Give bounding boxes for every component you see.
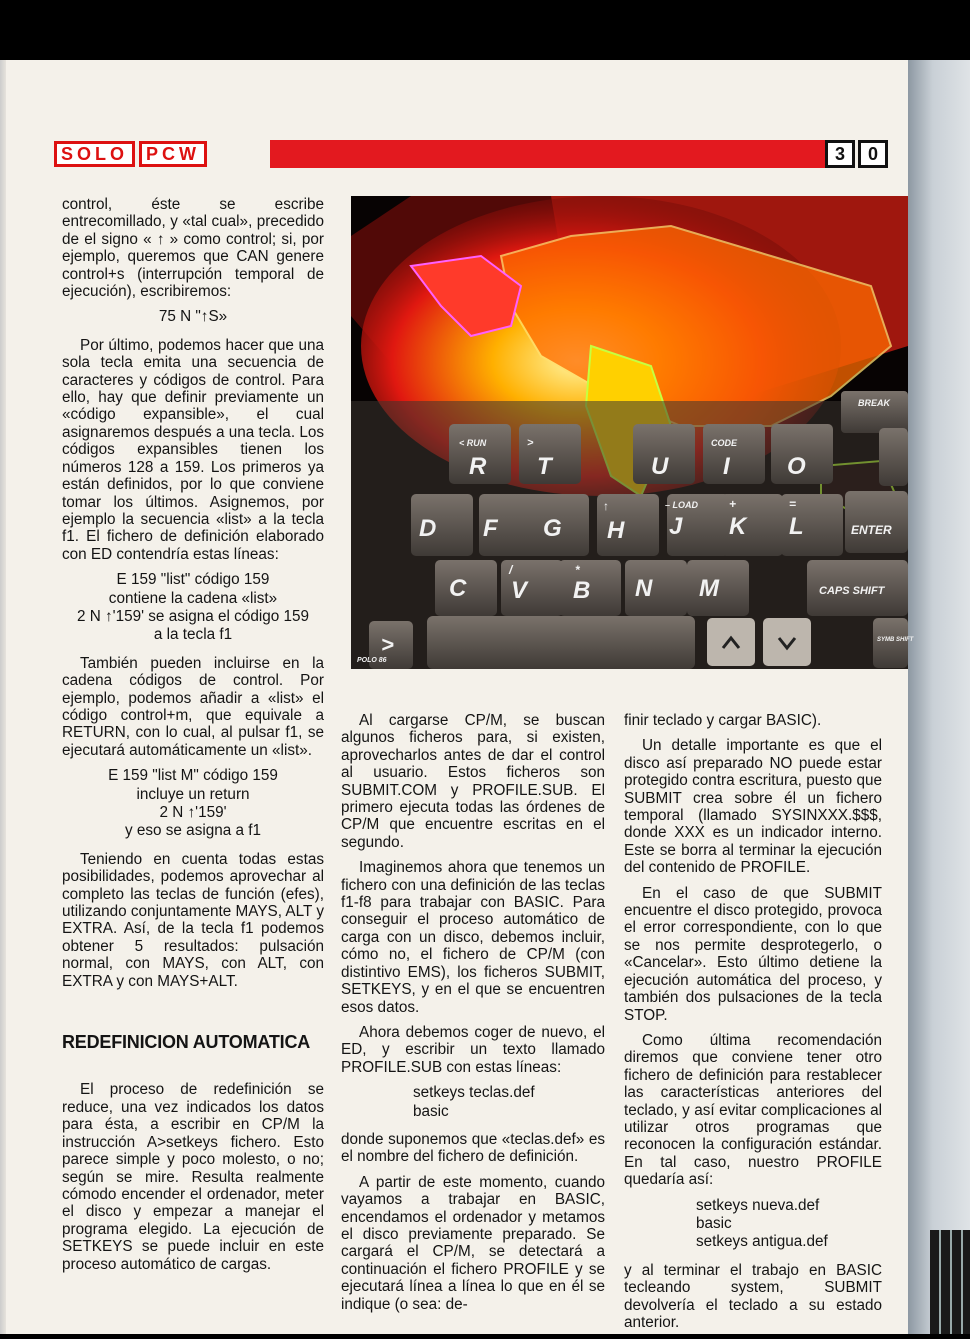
col3-paragraph-1: finir teclado y cargar BASIC).: [624, 712, 822, 729]
code-line: incluye un return: [136, 785, 250, 803]
col2-paragraph-3: Ahora debemos coger de nuevo, el ED, y escribir un texto llamado PROFILE.SUB con estas líneas:: [341, 1023, 605, 1076]
column-2: [341, 712, 605, 1321]
code-line: contiene la cadena «list»: [108, 589, 278, 607]
col2-paragraph-4: donde suponemos que «teclas.def» es el nombre del fichero de definición.: [341, 1130, 605, 1166]
code-line: setkeys nueva.def: [696, 1196, 820, 1214]
column-1: [62, 196, 324, 1281]
code-snippet-1: [62, 308, 324, 326]
key-label-n: N: [635, 575, 653, 602]
spine-grid-decoration: [930, 1230, 970, 1334]
code-line: setkeys antigua.def: [696, 1233, 828, 1251]
col1-paragraph-1: control, éste se escribe entrecomillado, y «tal cual», precedido de el signo « ↑ » como control; si, por ejemplo, queremos que CAN genere control+s (interrupción temporal de ejecución), escribiremos:: [62, 196, 324, 301]
key-label-i: I: [723, 453, 730, 480]
key-label-code: CODE: [711, 438, 738, 448]
key-label-k: K: [729, 513, 747, 540]
key-label-symb-shift: SYMB SHIFT: [877, 637, 914, 643]
col3-paragraph-5: y al terminar el trabajo en BASIC tecleando system, SUBMIT devolvería el teclado a su estado anterior.: [624, 1261, 882, 1331]
col3-paragraph-3: En el caso de que SUBMIT encuentre el disco protegido, provoca el error correspondiente, con lo que se nos permite desprotegerlo, o «Cancelar». Esto último detiene la ejecución automática del proceso, y también dos pulsaciones de la tecla STOP.: [624, 884, 882, 1024]
column-3: [624, 712, 882, 1339]
key-label-h: H: [607, 517, 625, 544]
key-label-gt: >: [527, 437, 534, 449]
key-label-slash: /: [509, 563, 513, 577]
key-label-l: L: [789, 513, 804, 540]
code-snippet-4: [413, 1084, 605, 1121]
key-label-r: R: [469, 453, 487, 480]
logo-word-solo: SOLO: [54, 141, 135, 167]
key-label-up: ↑: [603, 499, 609, 513]
col1-paragraph-5: El proceso de redefinición se reduce, una vez indicados los datos para ésta, a escribir en CP/M la instrucción A>setkeys fichero. Esto parece simple y poco molesto, o no; según se mire. Resulta realmente cómodo encender el ordenador, meter el disco y empezar a manejar el programa elegido. La ejecución de SETKEYS se puede incluir en este proceso automático de cargas.: [62, 1081, 324, 1273]
col1-paragraph-4: Teniendo en cuenta todas estas posibilidades, podemos aprovechar al completo las teclas de función (efes), utilizando conjuntamente MAYS, ALT y EXTRA. Así, de la tecla f1 podemos obtener 5 resultados: pulsación normal, con MAYS, con ALT, con EXTRA y con MAYS+ALT.: [62, 850, 324, 990]
code-line: E 159 "list M" código 159: [108, 767, 278, 785]
col3-paragraph-4: Como última recomendación diremos que conviene tener otro fichero de definición para restablecer las características anteriores del teclado, y así evitar complicaciones al utilizar otros programas que reconocen la configuración estándar. En tal caso, nuestro PROFILE quedaría así:: [624, 1031, 882, 1189]
col1-paragraph-2: Por último, podemos hacer que una sola tecla emita una secuencia de caracteres y códigos de control. Para ello, hay que definir previamente un «código expansible», el cual asignaremos después a una tecla. Los códigos expansibles tienen los números 128 a 159. Los primeros ya están definidos, por lo que conviene tomar los últimos. Asignemos, por ejemplo la secuencia «list» a la tecla f1. El fichero de definición elaborado con ED contendría estas líneas:: [62, 336, 324, 563]
key-label-d: D: [419, 515, 437, 542]
col2-paragraph-2: Imaginemos ahora que tenemos un fichero con una definición de las teclas f1-f8 para trabajar con BASIC. Para conseguir el proceso automático de carga con un disco, debemos incluir, cómo no, el fichero de CP/M (con distintivo EMS), los ficheros SUBMIT, SETKEYS, y en el que se encuentren esos datos.: [341, 859, 605, 1016]
key-label-j: J: [669, 513, 683, 540]
key-label-load: – LOAD: [665, 500, 699, 510]
key-label-v: V: [511, 577, 528, 604]
keyboard-world-map-photo: [351, 196, 914, 669]
code-line: E 159 "list" código 159: [116, 571, 270, 589]
page-number-digit-2: 0: [858, 140, 888, 168]
page-header: [54, 140, 888, 168]
key-label-run: < RUN: [459, 438, 487, 448]
code-snippet-5: [696, 1197, 882, 1252]
col3-paragraph-2: Un detalle importante es que el disco así preparado NO puede estar protegido contra escritura, puesto que SUBMIT crea sobre él un fichero temporal (llamado SYSINXXX.$$$, donde XXX es un indicador interno. Este se borra al terminar la ejecución del contenido de PROFILE.: [624, 737, 882, 877]
key-label-plus: +: [729, 497, 737, 511]
key-label-b: B: [573, 577, 591, 604]
key-label-g: G: [543, 515, 562, 542]
code-line: setkeys teclas.def: [413, 1084, 535, 1102]
key-label-enter: ENTER: [851, 523, 892, 537]
artist-signature: POLO 86: [357, 657, 387, 664]
key-label-star: *: [575, 563, 580, 577]
key-label-arrow: >: [381, 632, 394, 657]
magazine-logo: [54, 140, 207, 168]
code-line: 75 N "↑S»: [158, 308, 228, 326]
next-page-spine: [908, 60, 970, 1334]
code-snippet-2: [62, 571, 324, 645]
col2-paragraph-1: Al cargarse CP/M, se buscan algunos ficheros para, si existen, aprovecharlos antes de dar el control al usuario. Estos ficheros son SUBMIT.COM y PROFILE.SUB. El primero ejecuta todas las órdenes de CP/M que encuentre escritas en el segundo.: [341, 712, 605, 851]
code-line: basic: [696, 1214, 732, 1232]
key-label-u: U: [651, 453, 669, 480]
key-label-caps-shift: CAPS SHIFT: [819, 585, 885, 597]
key-label-c: C: [449, 575, 467, 602]
key-label-m: M: [699, 575, 719, 602]
header-red-bar: [270, 140, 828, 168]
code-line: 2 N ↑'159' se asigna el código 159: [76, 607, 310, 625]
code-snippet-3: [62, 767, 324, 841]
key-label-t: T: [537, 453, 552, 480]
photo-illustration: [351, 196, 914, 669]
page-number-digit-1: 3: [825, 140, 855, 168]
col1-paragraph-3: También pueden incluirse en la cadena códigos de control. Por ejemplo, podemos añadir a «list» el código control+m, que equivale a RETURN, con lo cual, al pulsar f1, se ejecutará automáticamente un «list».: [62, 654, 324, 759]
logo-word-pcw: PCW: [139, 141, 207, 167]
key-label-o: O: [787, 453, 806, 480]
key-label-break: BREAK: [858, 398, 891, 408]
section-heading: REDEFINICION AUTOMATICA: [62, 1032, 311, 1053]
key-label-eq: =: [789, 497, 797, 511]
col2-paragraph-5: A partir de este momento, cuando vayamos a trabajar en BASIC, encendamos el ordenador y metamos el disco previamente preparado. Se cargará el CP/M, se detectará a continuación el fichero PROFILE y se ejecutará línea a línea lo que en él se indique (o sea: de-: [341, 1173, 605, 1313]
code-line: 2 N ↑'159': [159, 804, 227, 821]
code-line: y eso se asigna a f1: [124, 822, 262, 840]
page-number: [825, 140, 888, 168]
key-label-f: F: [483, 515, 498, 542]
code-line: a la tecla f1: [153, 626, 233, 644]
code-line: basic: [413, 1102, 449, 1120]
